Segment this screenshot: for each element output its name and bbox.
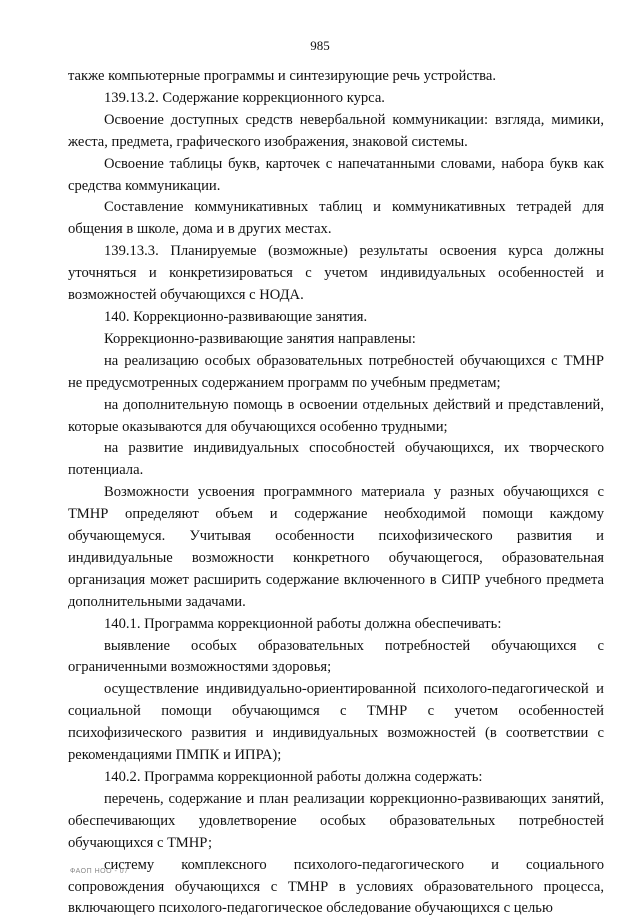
- list-item: на развитие индивидуальных способностей обучающихся, их творческого потенциала.: [68, 440, 604, 479]
- paragraph: Составление коммуникативных таблиц и коммуникативных тетрадей для общения в школе, дома и в других местах.: [68, 199, 604, 238]
- page-number: 985: [310, 38, 330, 53]
- paragraph: Коррекционно-развивающие занятия направлены:: [104, 330, 416, 347]
- section-heading: 139.13.3. Планируемые (возможные) результаты освоения курса должны уточняться и конкретизироваться с учетом индивидуальных особенностей и возможностей обучающихся с НОДА.: [68, 243, 604, 304]
- list-item: систему комплексного психолого-педагогического и социального сопровождения обучающихся с ТМНР в условиях образовательного процесса, включающего психолого-педагогическое обследование обучающихся с целью: [68, 856, 604, 917]
- section-heading: 140.1. Программа коррекционной работы должна обеспечивать:: [104, 615, 502, 632]
- paragraph: Освоение доступных средств невербальной коммуникации: взгляда, мимики, жеста, предмета, графического изображения, знаковой системы.: [68, 111, 604, 150]
- paragraph: также компьютерные программы и синтезирующие речь устройства.: [68, 68, 497, 84]
- page-footer: ФАОП НОО - 07: [70, 868, 129, 875]
- list-item: осуществление индивидуально-ориентированной психолого-педагогической и социальной помощи обучающимся с ТМНР с учетом особенностей психофизического развития и индивидуальных возможностей (в соответствии с рекомендациями ПМПК и ИПРА);: [68, 681, 604, 764]
- list-item: на дополнительную помощь в освоении отдельных действий и представлений, которые оказываются для обучающихся особенно трудными;: [68, 396, 604, 435]
- list-item: выявление особых образовательных потребностей обучающихся с ограниченными возможностями здоровья;: [68, 637, 604, 676]
- section-heading: 140. Коррекционно-развивающие занятия.: [104, 308, 368, 325]
- paragraph: Освоение таблицы букв, карточек с напечатанными словами, набора букв как средства коммуникации.: [68, 155, 604, 194]
- paragraph: Возможности усвоения программного материала у разных обучающихся с ТМНР определяют объем и содержание необходимой помощи каждому обучающемуся. Учитывая особенности психофизического развития и индивидуальные возможности конкретного обучающегося, образовательная организация может расширить содержание включенного в СИПР учебного предмета дополнительными задачами.: [68, 484, 604, 610]
- body-text: [68, 66, 604, 920]
- section-heading: 139.13.2. Содержание коррекционного курса.: [104, 89, 385, 106]
- section-heading: 140.2. Программа коррекционной работы должна содержать:: [104, 769, 483, 785]
- list-item: перечень, содержание и план реализации коррекционно-развивающих занятий, обеспечивающих удовлетворение особых образовательных потребностей обучающихся с ТМНР;: [68, 790, 604, 851]
- list-item: на реализацию особых образовательных потребностей обучающихся с ТМНР не предусмотренных содержанием программ по учебным предметам;: [68, 352, 604, 391]
